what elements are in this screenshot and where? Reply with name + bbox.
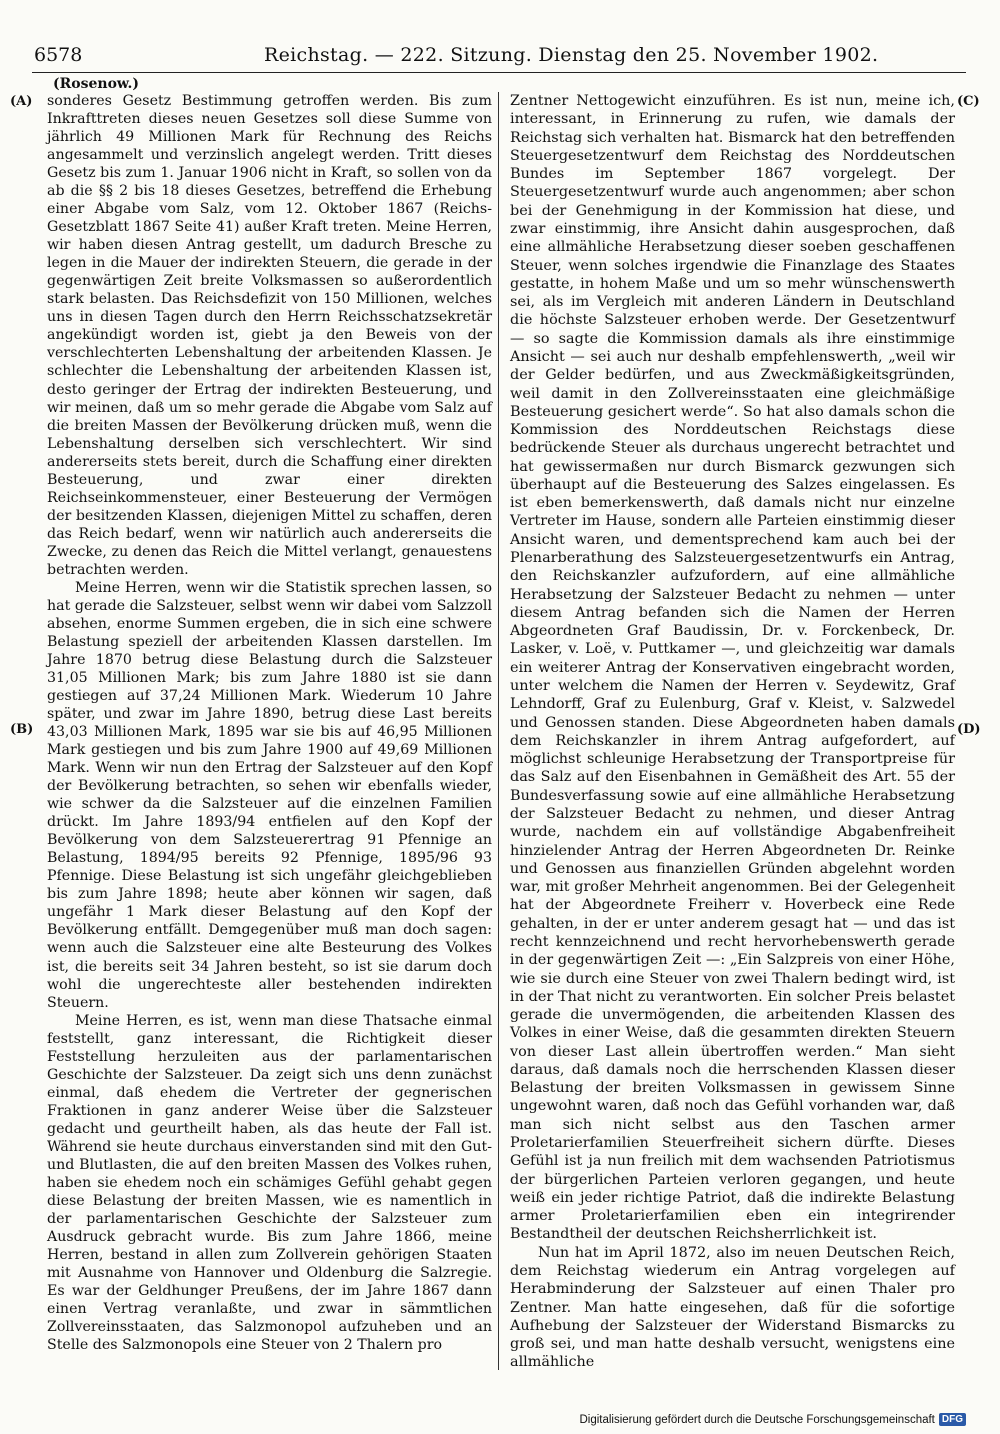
dfg-logo: DFG — [939, 1413, 966, 1426]
margin-mark-a: (A) — [10, 94, 33, 109]
left-column — [47, 92, 492, 1354]
right-paragraph-2: Nun hat im April 1872, also im neuen Deutschen Reich, dem Reichstag wiederum ein Antrag vorgelegen auf Herabminderung der Salzsteuer auf einen Thaler pro Zentner. Man hatte eingesehen, daß für die sofortige Aufhebung der Salzsteuer der Widerstand Bismarcks zu groß sei, und man hatte deshalb versucht, wenigstens eine allmähliche — [510, 1244, 955, 1371]
header-rule — [32, 72, 966, 73]
column-divider — [498, 92, 499, 1370]
running-title: Reichstag. — 222. Sitzung. Dienstag den 25. November 1902. — [264, 44, 879, 66]
speaker-name: (Rosenow.) — [53, 76, 140, 92]
margin-mark-b: (B) — [10, 722, 34, 737]
margin-mark-c: (C) — [957, 94, 980, 109]
right-paragraph-1: Zentner Nettogewicht einzuführen. Es ist nun, meine ich, interessant, in Erinnerung zu rufen, wie damals der Reichstag sich verhalten hat. Bismarck hat den betreffenden Steuergesetzentwurf dem Reichstag des Norddeutschen Bundes im September 1867 vorgelegt. Der Steuergesetzentwurf wurde auch angenommen; aber schon bei der Genehmigung in der Kommission hat diese, und zwar einstimmig, ihre Ansicht dahin ausgesprochen, daß eine allmähliche Herabsetzung dieser soeben geschaffenen Steuer, wenn solches irgendwie die Finanzlage des Staates gestatte, in hohem Maße und um so mehr wünschenswerth sei, als im Vergleich mit anderen Ländern in Deutschland die höchste Salzsteuer erhoben werde. Der Gesetzentwurf — so sagte die Kommission damals als ihre einstimmige Ansicht — sei auch nur deshalb empfehlenswerth, „weil wir der Gelder bedürfen, und aus Zweckmäßigkeitsgründen, weil damit in den Zollvereinsstaaten eine gleichmäßige Besteuerung gesichert werde“. So hat also damals schon die Kommission des Norddeutschen Reichstags diese bedrückende Steuer als durchaus ungerecht betrachtet und hat gewissermaßen nur durch Bismarck gezwungen sich überhaupt auf die Besteuerung des Salzes eingelassen. Es ist eben bemerkenswerth, daß damals nicht nur einzelne Vertreter im Hause, sondern alle Parteien einstimmig dieser Ansicht waren, und dementsprechend kam auch bei der Plenarberathung des Salzsteuergesetzentwurfs ein Antrag, den Reichskanzler aufzufordern, auf eine allmähliche Herabsetzung der Salzsteuer Bedacht zu nehmen — unter diesem Antrag befanden sich die Namen der Herren Abgeordneten Graf Baudissin, Dr. v. Forckenbeck, Dr. Lasker, v. Loë, v. Puttkamer —, und gleichzeitig war damals ein weiterer Antrag der Konservativen eingebracht worden, unter welchem die Namen der Herren v. Seydewitz, Graf Lehndorff, Graf zu Eulenburg, Graf v. Kleist, v. Salzwedel und Genossen standen. Diese Abgeordneten haben damals dem Reichskanzler in ihrem Antrag aufgefordert, auf möglichst schleunige Herabsetzung der Transportpreise für das Salz auf den Eisenbahnen in Gemäßheit des Art. 55 der Bundesverfassung sowie auf eine allmähliche Herabsetzung der Salzsteuer Bedacht zu nehmen, und dieser Antrag wurde, nachdem ein auf vollständige Abgabenfreiheit hinzielender Antrag der Herren Abgeordneten Dr. Reinke und Genossen aus finanziellen Gründen abgelehnt worden war, mit großer Mehrheit angenommen. Bei der Gelegenheit hat der Abgeordnete Freiherr v. Hoverbeck eine Rede gehalten, in der er unter anderem gesagt hat — und das ist recht kennzeichnend und recht hervorhebenswerth gerade in der gegenwärtigen Zeit —: „Ein Salzpreis von einer Höhe, wie sie durch eine Steuer von zwei Thalern bedingt wird, ist in der That nicht zu verantworten. Ein solcher Preis belastet gerade die unvermögenden, die arbeitenden Klassen des Volkes in einer Weise, daß die gesammten direkten Steuern von dieser Last allein übertroffen werden.“ Man sieht daraus, daß damals noch die herrschenden Klassen dieser Belastung der breiten Volksmassen in gewissem Sinne ungewohnt waren, daß noch das Gefühl vorhanden war, daß man sich nicht selbst aus den Taschen armer Proletarierfamilien Steuerfreiheit sichern dürfte. Dieses Gefühl ist ja nun freilich mit dem wachsenden Patriotismus der bürgerlichen Parteien verloren gegangen, und heute weiß ein jeder richtige Patriot, daß die indirekte Belastung armer Proletarierfamilien eben ein integrirender Bestandtheil der deutschen Reichsherrlichkeit ist. — [510, 93, 955, 1243]
left-paragraph-1: sonderes Gesetz Bestimmung getroffen werden. Bis zum Inkrafttreten dieses neuen Gesetzes soll diese Summe von jährlich 49 Millionen Mark für Rechnung des Reichs angesammelt und verzinslich angelegt werden. Tritt dieses Gesetz bis zum 1. Januar 1906 nicht in Kraft, so sollen von da ab die §§ 2 bis 18 dieses Gesetzes, betreffend die Erhebung einer Abgabe vom Salz, vom 12. Oktober 1867 (Reichs-Gesetzblatt 1867 Seite 41) außer Kraft treten. Meine Herren, wir haben diesen Antrag gestellt, um dadurch Bresche zu legen in die Mauer der indirekten Steuern, die gerade in der gegenwärtigen Zeit breite Volksmassen so außerordentlich stark belasten. Das Reichsdefizit von 150 Millionen, welches uns in diesen Tagen durch den Herrn Reichsschatzsekretär angekündigt worden ist, giebt ja den Beweis von der verschlechterten Lebenshaltung der arbeitenden Klassen. Je schlechter die Lebenshaltung der arbeitenden Klassen ist, desto geringer der Ertrag der indirekten Besteuerung, und wir meinen, daß um so mehr gerade die Abgabe vom Salz auf die breiten Massen der Bevölkerung drücken muß, wenn die Lebenshaltung derselben sich verschlechtert. Wir sind andererseits stets bereit, durch die Schaffung einer direkten Besteuerung, und zwar einer direkten Reichseinkommensteuer, einer Besteuerung der Vermögen der besitzenden Klassen, diejenigen Mittel zu schaffen, deren das Reich bedarf, wenn wir natürlich auch andererseits die Zwecke, zu denen das Reich die Mittel verlangt, genauestens betrachten werden. — [47, 93, 492, 578]
footer-text: Digitalisierung gefördert durch die Deutsche Forschungsgemeinschaft — [579, 1413, 935, 1426]
left-paragraph-2: Meine Herren, wenn wir die Statistik sprechen lassen, so hat gerade die Salzsteuer, selbst wenn wir dabei vom Salzzoll absehen, enorme Summen ergeben, die in sich eine schwere Belastung speziell der arbeitenden Klassen darstellen. Im Jahre 1870 betrug diese Belastung durch die Salzsteuer 31,05 Millionen Mark; bis zum Jahre 1880 ist sie dann gestiegen auf 37,24 Millionen Mark. Wiederum 10 Jahre später, und zwar im Jahre 1890, betrug diese Last bereits 43,03 Millionen Mark, 1895 war sie bis auf 46,95 Millionen Mark gestiegen und bis zum Jahre 1900 auf 49,69 Millionen Mark. Wenn wir nun den Ertrag der Salzsteuer auf den Kopf der Bevölkerung betrachten, so sehen wir ebenfalls wieder, wie schwer da die Salzsteuer auf die einzelnen Familien drückt. Im Jahre 1893/94 entfielen auf den Kopf der Bevölkerung von dem Salzsteuerertrag 91 Pfennige an Belastung, 1894/95 bereits 92 Pfennige, 1895/96 93 Pfennige. Diese Belastung ist sich ungefähr gleichgeblieben bis zum Jahre 1898; heute aber können wir sagen, daß ungefähr 1 Mark dieser Belastung auf den Kopf der Bevölkerung entfällt. Demgegenüber muß man doch sagen: wenn auch die Salzsteuer eine alte Besteurung des Volkes ist, die bereits seit 34 Jahren besteht, so ist sie darum doch wohl die ungerechteste aller bestehenden indirekten Steuern. — [47, 579, 492, 1011]
left-paragraph-3: Meine Herren, es ist, wenn man diese Thatsache einmal feststellt, ganz interessant, die Richtigkeit dieser Feststellung herzuleiten aus der parlamentarischen Geschichte der Salzsteuer. Da zeigt sich uns denn zunächst einmal, daß ehedem die Vertreter der gegnerischen Fraktionen in ganz anderer Weise über die Salzsteuer gedacht und geurtheilt haben, als das heute der Fall ist. Während sie heute durchaus einverstanden sind mit den Gut- und Blutlasten, die auf den breiten Massen des Volkes ruhen, haben sie ehedem noch ein schämiges Gefühl gehabt gegen diese Belastung der breiten Massen, wie es namentlich in der parlamentarischen Geschichte der Salzsteuer zum Ausdruck gebracht wurde. Bis zum Jahre 1866, meine Herren, bestand in allen zum Zollverein gehörigen Staaten mit Ausnahme von Hannover und Oldenburg die Salzregie. Es war der Geldhunger Preußens, der im Jahre 1867 dann einen Vertrag veranlaßte, und zwar in sämmtlichen Zollvereinsstaaten, das Salzmonopol aufzuheben und an Stelle des Salzmonopols eine Steuer von 2 Thalern pro — [47, 1012, 492, 1354]
page-number: 6578 — [34, 44, 83, 66]
digitization-footer — [579, 1413, 966, 1426]
page-header — [34, 40, 966, 70]
margin-mark-d: (D) — [957, 722, 981, 737]
right-column — [510, 92, 955, 1372]
